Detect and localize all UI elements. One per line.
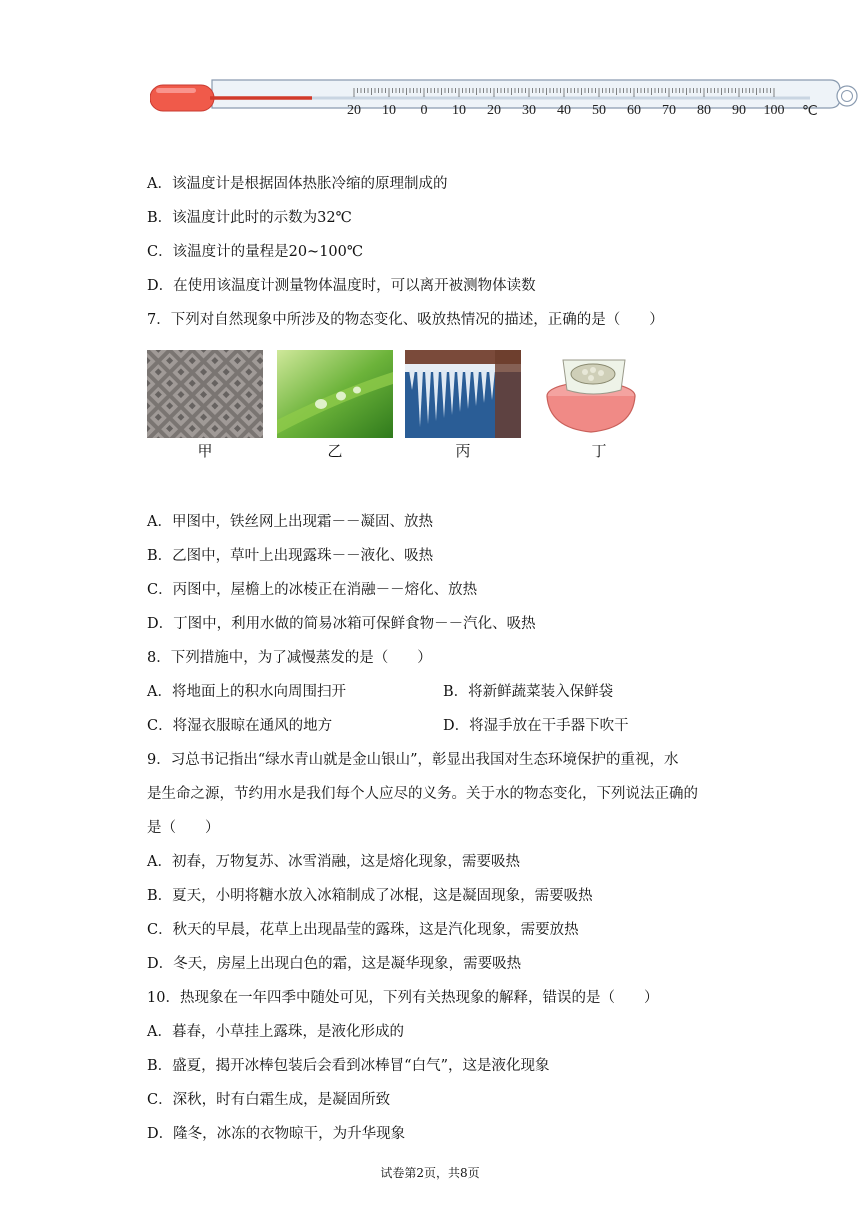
q6-option-d: D．在使用该温度计测量物体温度时，可以离开被测物体读数 (147, 278, 536, 294)
scale-tick-label: 60 (627, 103, 641, 118)
q7-stem: 7．下列对自然现象中所涉及的物态变化、吸放热情况的描述，正确的是（ ） (147, 312, 664, 328)
q8-option-c: C．将湿衣服晾在通风的地方 (147, 718, 333, 734)
q9-option-b: B．夏天，小明将糖水放入冰箱制成了冰棍，这是凝固现象，需要吸热 (147, 888, 593, 904)
thermometer-figure (150, 72, 860, 124)
q8-option-b: B．将新鲜蔬菜装入保鲜袋 (443, 684, 614, 700)
q8-stem: 8．下列措施中，为了减慢蒸发的是（ ） (147, 650, 432, 666)
scale-tick-label: 10 (452, 103, 466, 118)
image-frost-wire-mesh (147, 350, 263, 438)
caption-jia: 甲 (197, 442, 213, 460)
q9-stem-line-2: 是生命之源，节约用水是我们每个人应尽的义务。关于水的物态变化，下列说法正确的 (147, 786, 698, 802)
q10-option-c: C．深秋，时有白霜生成，是凝固所致 (147, 1092, 391, 1108)
image-dew-on-grass (277, 350, 393, 438)
q8-option-a: A．将地面上的积水向周围扫开 (147, 684, 346, 700)
scale-tick-label: 80 (697, 103, 711, 118)
scale-tick-label: 20 (487, 103, 501, 118)
q9-stem-line-3: 是（ ） (147, 820, 220, 836)
q7-option-c: C．丙图中，屋檐上的冰棱正在消融－－熔化、放热 (147, 582, 478, 598)
scale-tick-label: 70 (662, 103, 676, 118)
image-simple-water-fridge (541, 350, 657, 438)
q7-option-d: D．丁图中，利用水做的简易冰箱可保鲜食物－－汽化、吸热 (147, 616, 536, 632)
scale-tick-label: 90 (732, 103, 746, 118)
scale-tick-label: 100 (763, 103, 785, 118)
page-footer: 试卷第2页，共8页 (380, 1166, 480, 1180)
q10-option-d: D．隆冬，冰冻的衣物晾干，为升华现象 (147, 1126, 406, 1142)
q10-stem: 10．热现象在一年四季中随处可见，下列有关热现象的解释，错误的是（ ） (147, 990, 659, 1006)
q7-option-a: A．甲图中，铁丝网上出现霜－－凝固、放热 (147, 514, 433, 530)
q6-option-a: A．该温度计是根据固体热胀冷缩的原理制成的 (147, 176, 448, 192)
q7-option-b: B．乙图中，草叶上出现露珠－－液化、吸热 (147, 548, 434, 564)
scale-tick-label: 50 (592, 103, 606, 118)
caption-bing: 丙 (455, 442, 471, 460)
scale-tick-label: 40 (557, 103, 571, 118)
q10-option-a: A．暮春，小草挂上露珠，是液化形成的 (147, 1024, 404, 1040)
caption-yi: 乙 (327, 442, 343, 460)
q6-option-c: C．该温度计的量程是20~100℃ (147, 244, 364, 260)
q9-option-d: D．冬天，房屋上出现白色的霜，这是凝华现象，需要吸热 (147, 956, 522, 972)
celsius-unit-label: ℃ (802, 104, 818, 119)
scale-tick-label: 30 (522, 103, 536, 118)
scale-tick-label: 0 (420, 103, 428, 118)
image-icicles-on-eaves (405, 350, 521, 438)
scale-tick-label: 20 (347, 103, 361, 118)
q9-option-c: C．秋天的早晨，花草上出现晶莹的露珠，这是汽化现象，需要放热 (147, 922, 579, 938)
q9-stem-line-1: 9．习总书记指出“绿水青山就是金山银山”，彰显出我国对生态环境保护的重视，水 (147, 752, 679, 768)
q10-option-b: B．盛夏，揭开冰棒包装后会看到冰棒冒“白气”，这是液化现象 (147, 1058, 550, 1074)
q8-option-d: D．将湿手放在干手器下吹干 (443, 718, 629, 734)
q9-option-a: A．初春，万物复苏、冰雪消融，这是熔化现象，需要吸热 (147, 854, 520, 870)
caption-ding: 丁 (591, 442, 607, 460)
scale-tick-label: 10 (382, 103, 396, 118)
q6-option-b: B．该温度计此时的示数为32℃ (147, 210, 352, 226)
